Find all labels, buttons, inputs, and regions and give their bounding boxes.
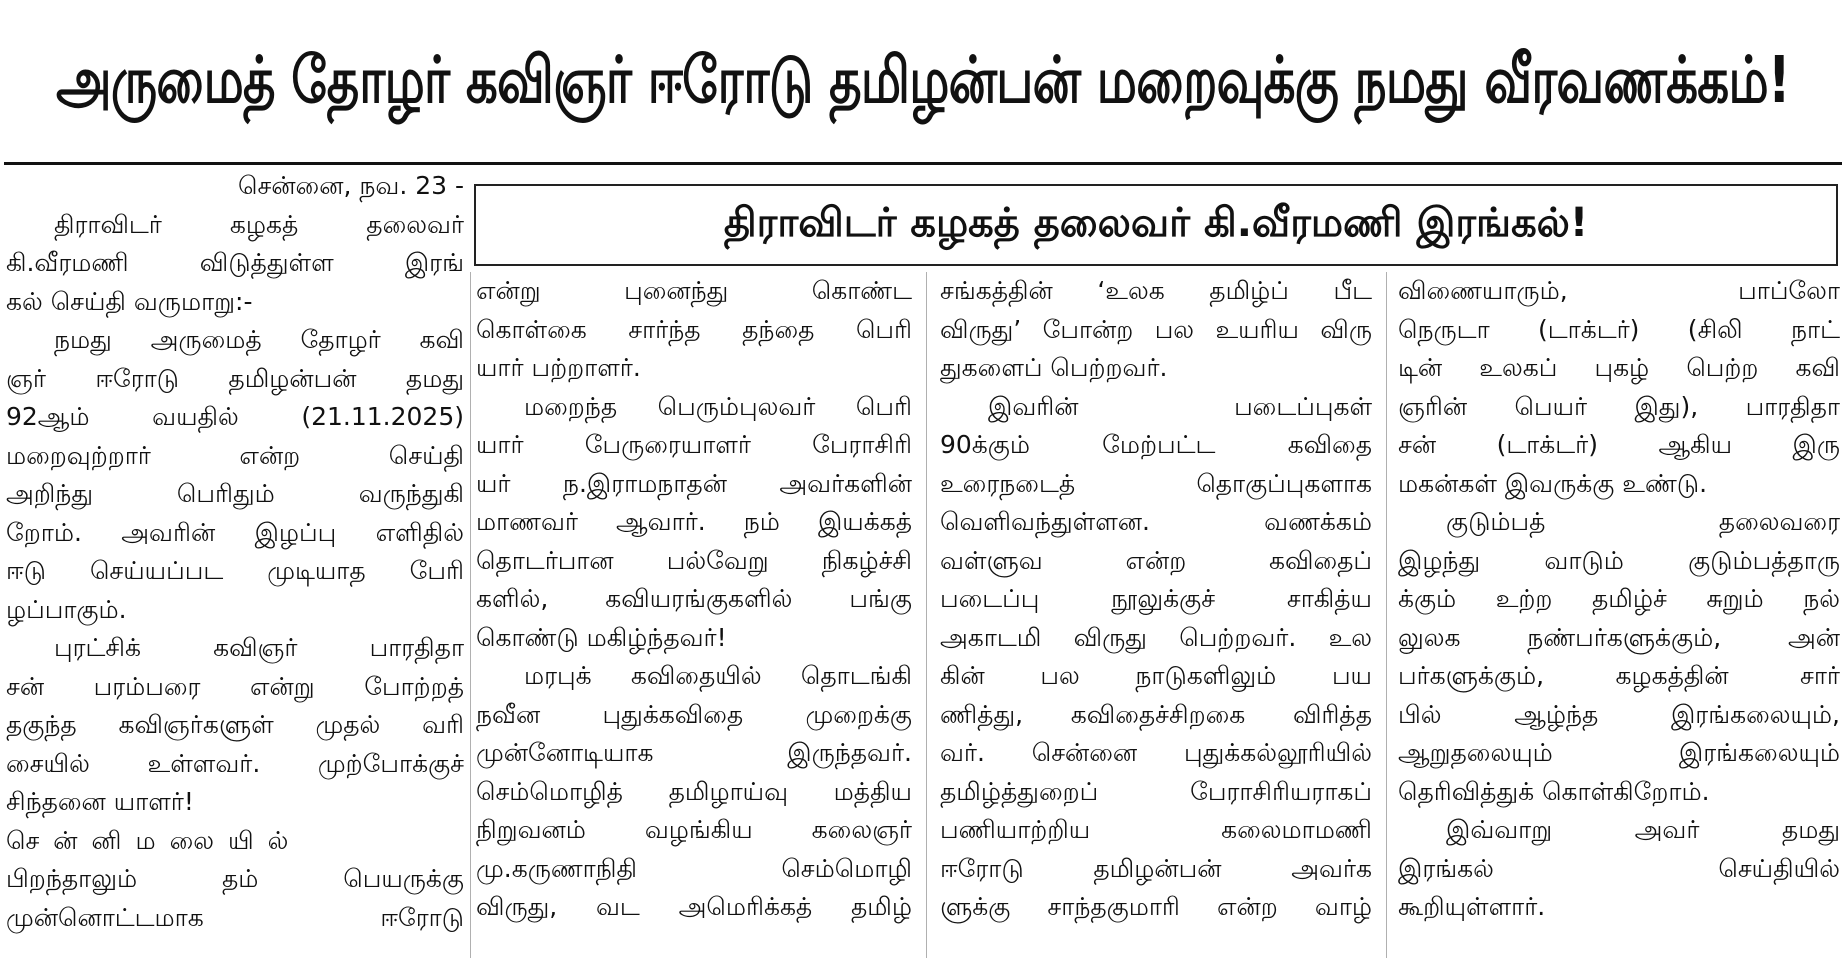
text-line: செம்மொழித் தமிழாய்வு மத்திய <box>476 776 912 806</box>
text-line: ஈரோடு தமிழன்பன் அவர்க <box>940 853 1372 883</box>
text-line: குடும்பத் தலைவரை <box>1446 507 1840 536</box>
text-line: யார் பேருரையாளர் பேராசிரி <box>476 430 912 459</box>
text-line: சிந்தனை யாளர்! <box>6 787 194 816</box>
text-line: திராவிடர் கழகத் தலைவர் <box>54 209 464 239</box>
text-line: பிறந்தாலும் தம் பெயருக்கு <box>6 864 464 893</box>
text-line: விருது, வட அமெரிக்கத் தமிழ் <box>476 892 912 921</box>
text-line: லுலக நண்பர்களுக்கும், அன் <box>1398 622 1840 652</box>
text-line: தமிழ்த்துறைப் பேராசிரியராகப் <box>940 776 1372 806</box>
text-line: யார் பற்றாளர். <box>476 353 641 382</box>
text-line: ழப்பாகும். <box>6 594 127 624</box>
text-line: மரபுக் கவிதையில் தொடங்கி <box>524 661 912 690</box>
text-line: கல் செய்தி வருமாறு:- <box>6 286 253 316</box>
headline: அருமைத் தோழர் கவிஞர் ஈரோடு தமிழன்பன் மறைவுக்கு நமது வீரவணக்கம்! <box>56 44 1790 118</box>
text-line: நமது அருமைத் தோழர் கவி <box>54 325 464 354</box>
text-line: ஞர் ஈரோடு தமிழன்பன் தமது <box>6 363 464 393</box>
text-line: ளுக்கு சாந்தகுமாரி என்ற வாழ் <box>940 892 1372 921</box>
column-divider <box>1386 272 1387 958</box>
text-line: நெருடா (டாக்டர்) (சிலி நாட் <box>1398 314 1840 344</box>
text-line: கின் பல நாடுகளிலும் பய <box>940 661 1372 690</box>
text-line: பர்களுக்கும், கழகத்தின் சார் <box>1398 661 1840 690</box>
text-line: இவரின் படைப்புகள் <box>988 391 1372 421</box>
text-line: அகாடமி விருது பெற்றவர். உல <box>940 622 1372 652</box>
text-line: படைப்பு நூலுக்குச் சாகித்ய <box>940 584 1372 613</box>
text-line: ணித்து, கவிதைச்சிறகை விரித்த <box>940 699 1372 729</box>
text-line: முன்னோடியாக இருந்தவர். <box>476 738 912 767</box>
text-line: மறைவுற்றார் என்ற செய்தி <box>6 440 464 470</box>
text-line: 90க்கும் மேற்பட்ட கவிதை <box>940 430 1372 459</box>
text-line: கூறியுள்ளார். <box>1398 892 1546 921</box>
text-line: நிறுவனம் வழங்கிய கலைஞர் <box>476 815 912 844</box>
text-line: இவ்வாறு அவர் தமது <box>1446 815 1840 844</box>
text-line: தெரிவித்துக் கொள்கிறோம். <box>1398 776 1710 806</box>
text-line: களில், கவியரங்குகளில் பங்கு <box>476 584 912 613</box>
text-line: அறிந்து பெரிதும் வருந்துகி <box>6 479 464 508</box>
text-line: விணையாரும், பாப்லோ <box>1398 276 1840 305</box>
text-line: வர். சென்னை புதுக்கல்லூரியில் <box>940 738 1372 767</box>
column-divider <box>470 272 471 958</box>
text-line: ஆறுதலையும் இரங்கலையும் <box>1398 738 1840 767</box>
article-column-3 <box>940 272 1372 927</box>
text-line: துகளைப் பெற்றவர். <box>940 353 1168 382</box>
text-line: வள்ளுவ என்ற கவிதைப் <box>940 545 1372 575</box>
text-line: உரைநடைத் தொகுப்புகளாக <box>940 468 1372 498</box>
article-column-1 <box>6 167 464 937</box>
text-line: இழந்து வாடும் குடும்பத்தாரு <box>1398 545 1840 575</box>
text-line: சென்னிமலையில் <box>6 825 303 855</box>
text-line: கொண்டு மகிழ்ந்தவர்! <box>476 622 727 652</box>
text-line: தொடர்பான பல்வேறு நிகழ்ச்சி <box>476 545 912 575</box>
text-line: கொள்கை சார்ந்த தந்தை பெரி <box>476 314 912 344</box>
text-line: றோம். அவரின் இழப்பு எளிதில் <box>6 517 464 547</box>
text-line: கி.வீரமணி விடுத்துள்ள இரங் <box>6 248 464 277</box>
text-line: 92ஆம் வயதில் (21.11.2025) <box>6 402 464 431</box>
subheadline: திராவிடர் கழகத் தலைவர் கி.வீரமணி இரங்கல்! <box>723 199 1589 246</box>
article-column-2 <box>476 272 912 927</box>
text-line: தகுந்த கவிஞர்களுள் முதல் வரி <box>6 710 464 739</box>
text-line: சங்கத்தின் ‘உலக தமிழ்ப் பீட <box>940 276 1372 305</box>
text-line: க்கும் உற்ற தமிழ்ச் சுறும் நல் <box>1398 584 1840 613</box>
subheadline-box <box>474 184 1838 266</box>
article-column-4 <box>1398 272 1840 927</box>
column-divider <box>926 272 927 958</box>
text-line: மாணவர் ஆவார். நம் இயக்கத் <box>476 507 912 536</box>
text-line: டின் உலகப் புகழ் பெற்ற கவி <box>1398 353 1840 382</box>
text-line: இரங்கல் செய்தியில் <box>1398 853 1840 883</box>
text-line: பணியாற்றிய கலைமாமணி <box>940 815 1372 844</box>
headline-rule <box>4 162 1842 165</box>
text-line: என்று புனைந்து கொண்ட <box>476 276 912 305</box>
text-line: வெளிவந்துள்ளன. வணக்கம் <box>940 507 1372 536</box>
text-line: ஈடு செய்யப்பட முடியாத பேரி <box>6 556 464 585</box>
text-line: சன் (டாக்டர்) ஆகிய இரு <box>1398 430 1840 459</box>
text-line: முன்னொட்டமாக ஈரோடு <box>6 902 464 932</box>
text-line: சையில் உள்ளவர். முற்போக்குச் <box>6 748 464 778</box>
text-line: மகன்கள் இவருக்கு உண்டு. <box>1398 468 1708 498</box>
dateline: சென்னை, நவ. 23 - <box>238 171 464 200</box>
text-line: மு.கருணாநிதி செம்மொழி <box>476 853 912 883</box>
text-line: ஞரின் பெயர் இது), பாரதிதா <box>1398 391 1840 421</box>
text-line: யர் ந.இராமநாதன் அவர்களின் <box>476 468 912 498</box>
text-line: புரட்சிக் கவிஞர் பாரதிதா <box>54 633 464 662</box>
text-line: பில் ஆழ்ந்த இரங்கலையும், <box>1398 699 1840 729</box>
text-line: விருது’ போன்ற பல உயரிய விரு <box>940 314 1372 344</box>
text-line: சன் பரம்பரை என்று போற்றத் <box>6 671 464 701</box>
text-line: நவீன புதுக்கவிதை முறைக்கு <box>476 699 912 729</box>
text-line: மறைந்த பெரும்புலவர் பெரி <box>524 391 912 421</box>
